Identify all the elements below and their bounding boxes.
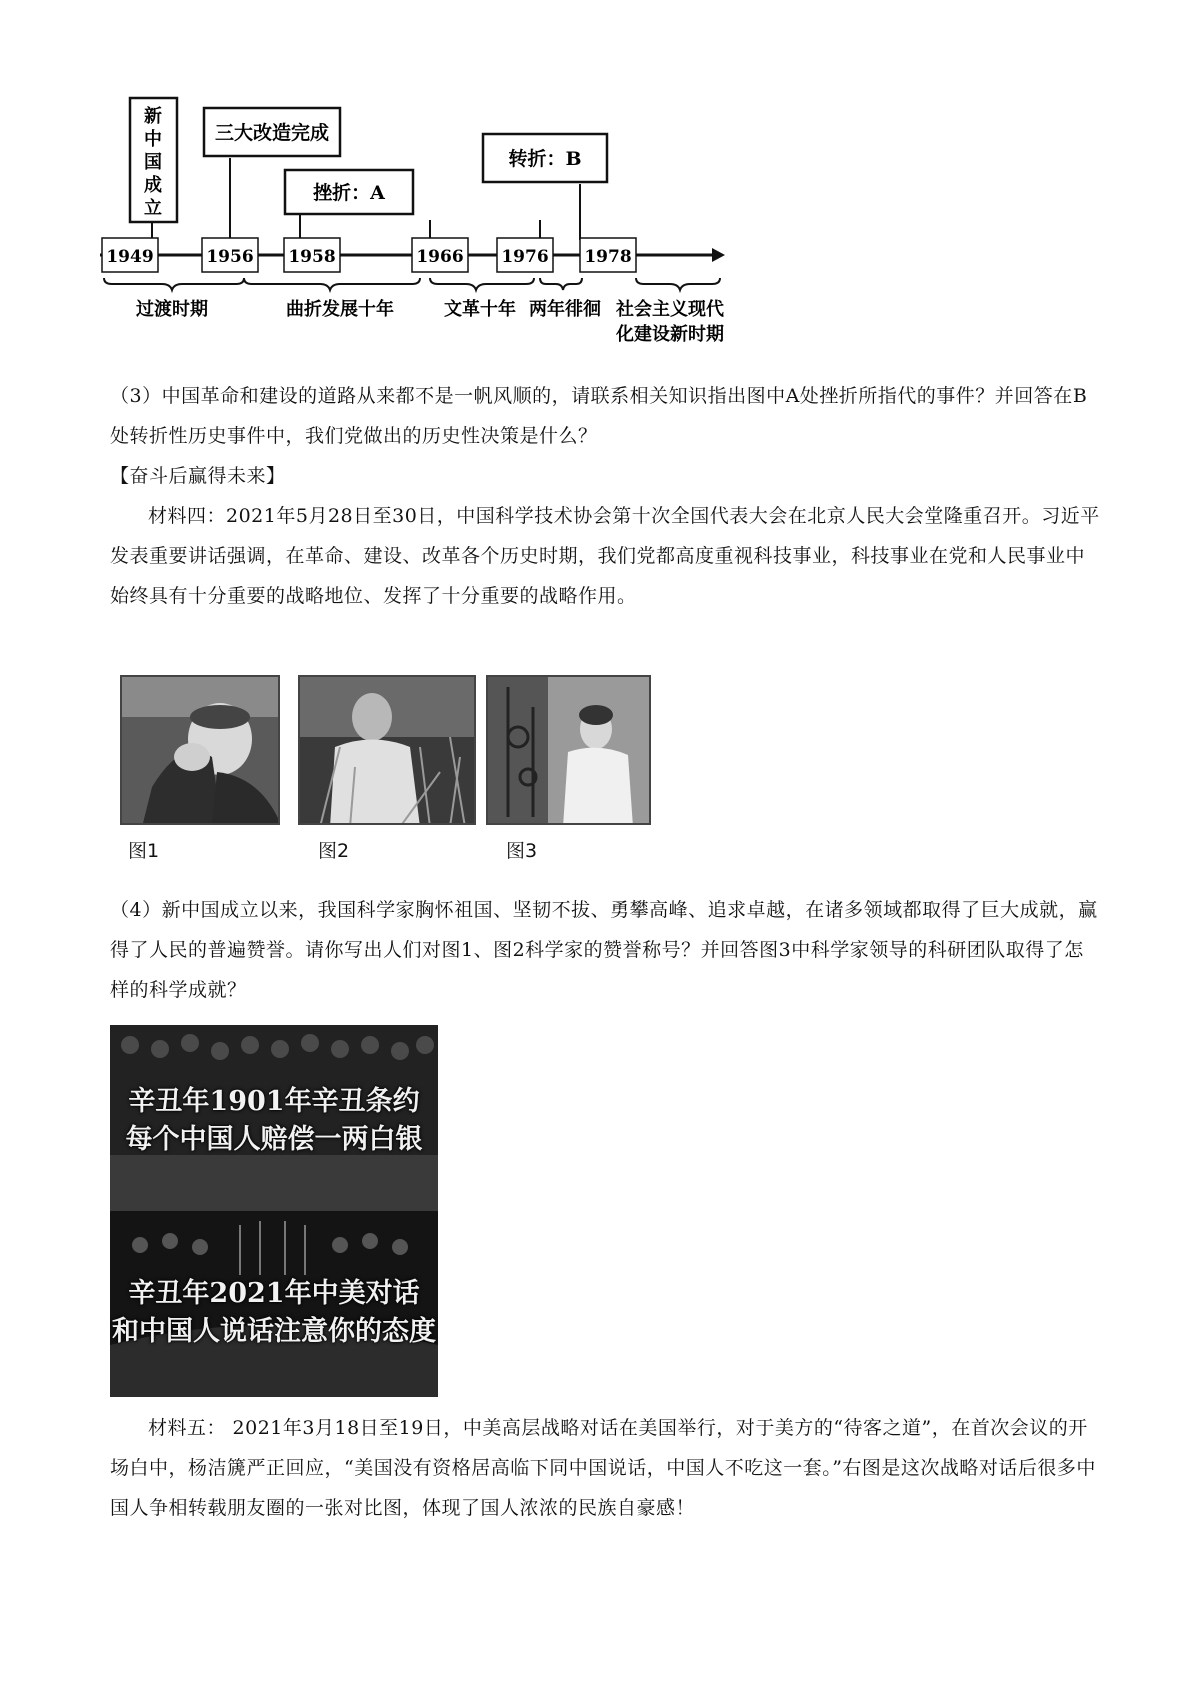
comparison-top-line-2: 每个中国人赔偿一两白银 (125, 1124, 423, 1155)
box-founding-label: 新中国成立 (144, 106, 162, 219)
figure-2-caption: 图2 (318, 840, 350, 862)
material-5: 材料五： 2021年3月18日至19日，中美高层战略对话在美国举行，对于美方的“待客之道”，在首次会议的开场白中，杨洁篪严正回应，“美国没有资格居高临下同中国说话，中国人不吃这一套。”右图是这次战略对话后很多中国人争相转载朋友圈的一张对比图，体现了国人浓浓的民族自豪感！ (110, 1417, 1096, 1519)
year-1976: 1976 (501, 247, 549, 267)
comparison-image (110, 1025, 438, 1397)
year-1949: 1949 (106, 247, 154, 267)
figure-1-photo (120, 675, 280, 825)
comparison-top-line-1: 辛丑年1901年辛丑条约 (128, 1086, 420, 1117)
figure-3-photo (486, 675, 651, 825)
figure-1-caption: 图1 (128, 840, 160, 862)
period-transition: 过渡时期 (136, 299, 208, 320)
figure-2-photo (298, 675, 476, 825)
timeline-arrowhead (712, 248, 725, 262)
year-1978: 1978 (584, 247, 632, 267)
box-setback-label: 挫折：A (313, 182, 385, 204)
history-timeline (100, 90, 800, 380)
period-modernization-2: 化建设新时期 (616, 324, 724, 345)
box-reform-done-label: 三大改造完成 (214, 122, 330, 144)
period-modernization-1: 社会主义现代 (616, 299, 724, 320)
year-1966: 1966 (416, 247, 464, 267)
year-1956: 1956 (206, 247, 254, 267)
question-3: （3）中国革命和建设的道路从来都不是一帆风顺的，请联系相关知识指出图中A处挫折所指代的事件？并回答在B处转折性历史事件中，我们党做出的历史性决策是什么？ (110, 385, 1088, 447)
period-two-years: 两年徘徊 (529, 299, 601, 320)
material-4: 材料四：2021年5月28日至30日，中国科学技术协会第十次全国代表大会在北京人民大会堂隆重召开。习近平发表重要讲话强调，在革命、建设、改革各个历史时期，我们党都高度重视科技事业，科技事业在党和人民事业中始终具有十分重要的战略地位、发挥了十分重要的战略作用。 (110, 505, 1100, 607)
figure-3-caption: 图3 (506, 840, 538, 862)
section-heading: 【奋斗后赢得未来】 (110, 465, 286, 487)
comparison-bottom-line-2: 和中国人说话注意你的态度 (112, 1316, 436, 1347)
period-cultural-revolution: 文革十年 (444, 299, 516, 320)
box-turning-label: 转折：B (508, 148, 582, 170)
question-4: （4）新中国成立以来，我国科学家胸怀祖国、坚韧不拔、勇攀高峰、追求卓越，在诸多领域都取得了巨大成就，赢得了人民的普遍赞誉。请你写出人们对图1、图2科学家的赞誉称号？并回答图3中科学家领导的科研团队取得了怎样的科学成就？ (110, 899, 1098, 1001)
period-tortuous: 曲折发展十年 (286, 299, 394, 320)
comparison-bottom-line-1: 辛丑年2021年中美对话 (128, 1278, 420, 1309)
year-1958: 1958 (288, 247, 336, 267)
